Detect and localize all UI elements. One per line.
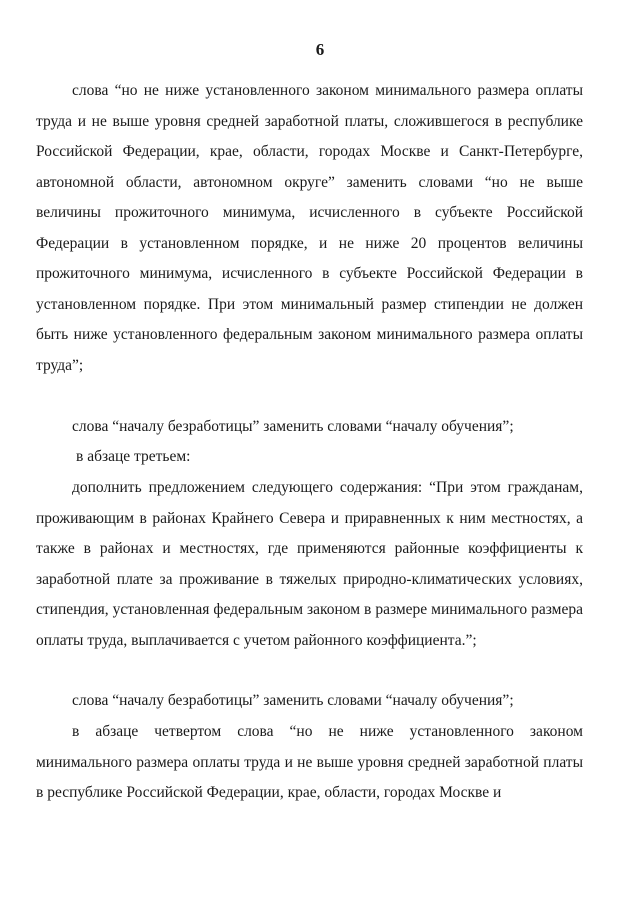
paragraph-replace-words-1: слова “началу безработицы” заменить словами “началу обучения”; bbox=[72, 418, 514, 435]
paragraph-stipend-amount-amendment: слова “но не ниже установленного законом минимального размера оплаты труда и не выше уровня средней заработной платы, сложившегося в республике Российской Федерации, крае, области, городах Москве и Санкт-Петербурге, автономной области, автономном округе” заменить словами “но не выше величины прожиточного минимума, исчисленного в субъекте Российской Федерации в установленном порядке, и не ниже 20 процентов величины прожиточного минимума, исчисленного в субъекте Российской Федерации в установленном порядке. При этом минимальный размер стипендии не должен быть ниже установленного федеральным законом минимального размера оплаты труда”; bbox=[36, 82, 583, 374]
paragraph-replace-words-2: слова “началу безработицы” заменить словами “началу обучения”; bbox=[72, 692, 514, 709]
paragraph-third-clause-heading: в абзаце третьем: bbox=[76, 448, 191, 465]
page-number: 6 bbox=[315, 40, 325, 59]
paragraph-fourth-clause-amendment: в абзаце четвертом слова “но не ниже установленного законом минимального размера оплаты труда и не выше уровня средней заработной платы в республике Российской Федерации, крае, области, городах Москве и bbox=[36, 723, 583, 801]
paragraph-northern-regions-addition: дополнить предложением следующего содержания: “При этом гражданам, проживающим в районах Крайнего Севера и приравненных к ним местностях, а также в районах и местностях, где применяются районные коэффициенты к заработной плате за проживание в тяжелых природно-климатических условиях, стипендия, установленная федеральным законом в размере минимального размера оплаты труда, выплачивается с учетом районного коэффициента.”; bbox=[36, 479, 583, 649]
